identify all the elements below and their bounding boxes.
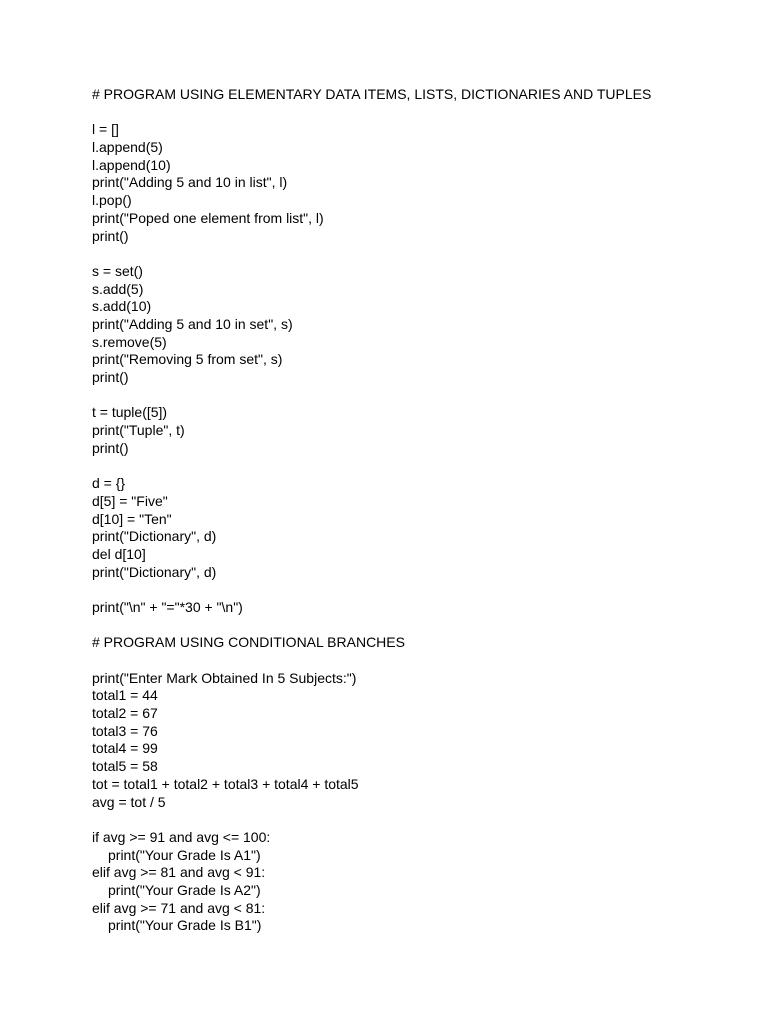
blank-line [92,245,732,263]
section-heading-conditional-branches: # PROGRAM USING CONDITIONAL BRANCHES [92,634,405,651]
code-line: total4 = 99 [92,740,158,757]
code-line: elif avg >= 71 and avg < 81: [92,899,266,916]
code-line: tot = total1 + total2 + total3 + total4 + total5 [92,775,359,792]
code-line: d[10] = "Ten" [92,510,172,527]
code-line: t = tuple([5]) [92,404,168,421]
code-line: s.add(5) [92,280,144,297]
code-line: print() [92,369,129,385]
code-line: s.remove(5) [92,333,167,350]
code-line-indented: print("Your Grade Is A2") [108,881,261,898]
code-line: total1 = 44 [92,687,158,704]
code-line: total5 = 58 [92,758,158,775]
code-listing [92,86,732,935]
blank-line [92,581,732,599]
code-line: l.append(10) [92,156,171,173]
code-line: print("Dictionary", d) [92,563,217,580]
code-line-indented: print("Your Grade Is B1") [108,917,262,934]
code-line: print("Adding 5 and 10 in set", s) [92,315,293,332]
code-line: avg = tot / 5 [92,793,166,810]
blank-line [92,652,732,670]
blank-line [92,617,732,635]
code-line: elif avg >= 81 and avg < 91: [92,864,266,881]
blank-line [92,387,732,405]
code-line: print("Enter Mark Obtained In 5 Subjects:") [92,669,357,686]
code-line: l.append(5) [92,139,163,156]
code-line: l = [] [92,121,119,138]
blank-line [92,811,732,829]
code-line: if avg >= 91 and avg <= 100: [92,828,271,845]
blank-line [92,457,732,475]
code-line: d[5] = "Five" [92,492,168,509]
code-line: print("\n" + "="*30 + "\n") [92,598,243,615]
code-line: print("Dictionary", d) [92,528,217,545]
code-line: print("Tuple", t) [92,422,185,439]
code-line: print() [92,439,129,456]
code-line: total2 = 67 [92,705,158,722]
code-line: print("Removing 5 from set", s) [92,351,283,368]
code-line: d = {} [92,475,126,492]
code-line: s = set() [92,262,143,279]
code-line: total3 = 76 [92,722,158,739]
code-line: print("Adding 5 and 10 in list", l) [92,174,288,191]
blank-line [92,104,732,122]
section-heading-data-items: # PROGRAM USING ELEMENTARY DATA ITEMS, LISTS, DICTIONARIES AND TUPLES [92,86,652,102]
code-line: print("Poped one element from list", l) [92,209,324,226]
code-line: s.add(10) [92,298,152,315]
code-line-indented: print("Your Grade Is A1") [108,846,261,863]
code-line: print() [92,227,129,244]
code-line: del d[10] [92,545,146,562]
code-line: l.pop() [92,192,132,209]
